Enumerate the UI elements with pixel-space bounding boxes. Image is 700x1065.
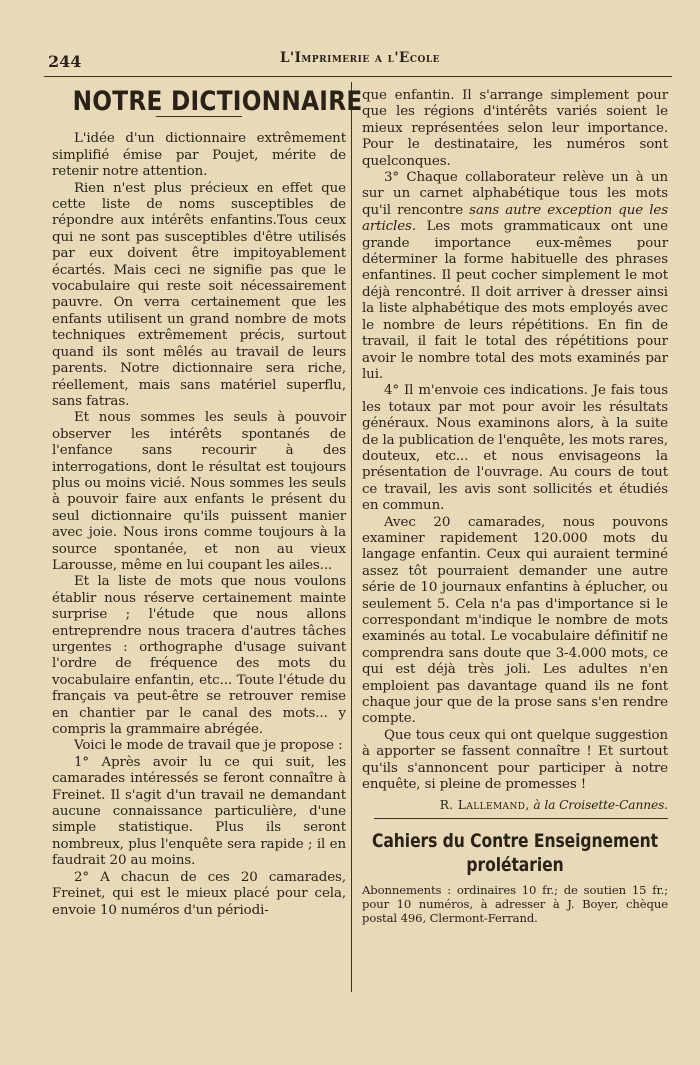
paragraph: Et la liste de mots que nous voulons établir nous réserve certainement mainte surprise ; l'étude que nous allons entreprendre nous tracera d'autres tâches urgentes : orthographe d'usage suivant l'ordre de fréquence des mots du vocabulaire enfantin, etc... Toute l'étude du français va peut-être se retrouver remise en chantier par le canal des mots... y compris la grammaire abrégée.	[52, 574, 346, 738]
signature	[362, 797, 668, 813]
article-title: NOTRE DICTIONNAIRE	[72, 86, 363, 117]
paragraph: que enfantin. Il s'arrange simplement pour que les régions d'intérêts variés soient le mieux représentées selon leur importance. Pour le destinataire, les numéros sont quelconques.	[362, 88, 668, 169]
paragraph-text: Les mots grammaticaux ont une grande importance eux-mêmes pour déterminer la forme habituelle des phrases enfantines. Il peut cocher simplement le mot déjà rencontré. Il doit arriver à dresser ainsi la liste alphabétique des mots employés avec le nombre de leurs répétitions. En fin de travail, il fait le total des répétitions pour avoir le nombre total des mots examinés par lui.	[362, 219, 668, 382]
left-column	[52, 86, 363, 919]
signature-place: à la Croisette-Cannes.	[533, 798, 668, 813]
column-divider	[351, 82, 352, 992]
paragraph: 1° Après avoir lu ce qui suit, les camarades intéressés se feront connaître à Freinet. Il s'agit d'un travail ne demandant aucune connaissance particulière, d'une simple statistique. Plus ils seront nombreux, plus l'enquête sera rapide ; il en faudrait 20 au moins.	[52, 754, 346, 869]
right-column	[362, 88, 668, 925]
page-number: 244	[48, 52, 82, 71]
paragraph: 2° A chacun de ces 20 camarades, Freinet, qui est le mieux placé pour cela, envoie 10 numéros d'un périodi-	[52, 869, 346, 918]
paragraph: Voici le mode de travail que je propose :	[74, 738, 343, 754]
running-title: L'Imprimerie a l'Ecole	[279, 50, 441, 66]
notice-text: Abonnements : ordinaires 10 fr.; de soutien 15 fr.; pour 10 numéros, à adresser à J. Boyer, chèque postal 496, Clermont-Ferrand.	[362, 882, 668, 925]
signature-rule	[374, 818, 668, 819]
paragraph: Avec 20 camarades, nous pouvons examiner rapidement 120.000 mots du langage enfantin. Ceux qui auraient terminé assez tôt pourraient demander une autre série de 10 journaux enfantins à éplucher, ou seulement 5. Cela n'a pas d'importance si le correspondant m'indique le nombre de mots examinés au total. Le vocabulaire définitif ne comprendra sans doute que 3-4.000 mots, ce qui est déjà très joli. Les adultes n'en emploient pas davantage quand ils ne font chaque jour que de la prose sans s'en rendre compte.	[362, 514, 668, 727]
paragraph: 4° Il m'envoie ces indications. Je fais tous les totaux par mot pour avoir les résultats généraux. Nous examinons alors, à la suite de la publication de l'enquête, les mots rares, douteux, etc... et nous envisageons la présentation de l'ouvrage. Au cours de tout ce travail, les avis sont sollicités et étudiés en commun.	[362, 383, 668, 514]
paragraph	[362, 170, 668, 383]
paragraph: L'idée d'un dictionnaire extrêmement simplifié émise par Poujet, mérite de retenir notre attention.	[52, 131, 346, 180]
notice-title: Cahiers du Contre Enseignement prolétarien	[372, 829, 658, 876]
paragraph: Et nous sommes les seuls à pouvoir observer les intérêts spontanés de l'enfance sans recourir à des interrogations, dont le résultat est toujours plus ou moins vicié. Nous sommes les seuls à pouvoir faire aux enfants le présent du seul dictionnaire qu'ils puissent manier avec joie. Nous irons comme toujours à la source spontanée, et non au vieux Larousse, même en lui coupant les ailes...	[52, 410, 346, 573]
paragraph-text: 3° Chaque collaborateur relève un à un sur un carnet alphabétique tous les mots qu'il rencontre	[362, 170, 668, 218]
signature-name: R. Lallemand,	[439, 798, 530, 813]
paragraph: Que tous ceux qui ont quelque suggestion à apporter se fassent connaître ! Et surtout qu'ils s'annoncent pour participer à notre enquête, si pleine de promesses !	[362, 727, 668, 793]
paragraph: Rien n'est plus précieux en effet que cette liste de noms susceptibles de répondre aux intérêts enfantins.Tous ceux qui ne sont pas susceptibles d'être utilisés par eux doivent être impitoyablement écartés. Mais ceci ne signifie pas que le vocabulaire qui reste soit nécessairement pauvre. On verra certainement que les enfants utilisent un grand nombre de mots techniques extrêmement précis, surtout quand ils sont mêlés au travail de leurs parents. Notre dictionnaire sera riche, réellement, mais sans matériel superflu, sans fatras.	[52, 180, 346, 409]
page-header	[48, 44, 672, 72]
header-rule	[44, 76, 672, 77]
emphasis-text: sans autre exception que les articles.	[362, 202, 668, 235]
